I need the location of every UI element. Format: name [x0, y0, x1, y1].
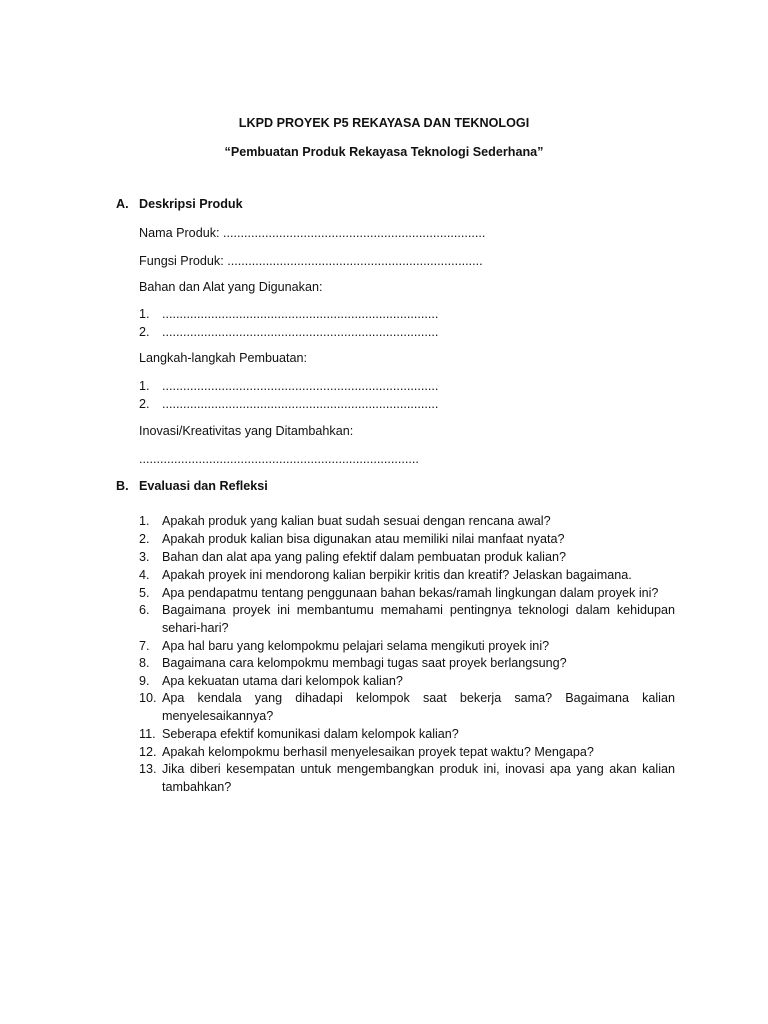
fungsi-produk-field: Fungsi Produk: ......................................................................... — [139, 254, 483, 268]
section-b-letter: B. — [116, 479, 129, 493]
question-item — [139, 602, 675, 638]
document-title: LKPD PROYEK P5 REKAYASA DAN TEKNOLOGI — [238, 116, 530, 130]
question-number: 5. — [139, 586, 150, 600]
question-text: Apakah kelompokmu berhasil menyelesaikan proyek tepat waktu? Mengapa? — [162, 745, 594, 759]
document-subtitle: “Pembuatan Produk Rekayasa Teknologi Sederhana” — [224, 145, 544, 159]
bahan-alat-label: Bahan dan Alat yang Digunakan: — [139, 280, 323, 294]
question-text: Bagaimana cara kelompokmu membagi tugas saat proyek berlangsung? — [162, 656, 567, 670]
question-text: Apa hal baru yang kelompokmu pelajari selama mengikuti proyek ini? — [162, 639, 550, 653]
inovasi-label: Inovasi/Kreativitas yang Ditambahkan: — [139, 424, 354, 438]
question-number: 6. — [139, 603, 150, 617]
list-blank-line: ............................................................................... — [162, 325, 439, 339]
list-blank-line: ............................................................................... — [162, 379, 439, 393]
list-number: 2. — [139, 397, 150, 411]
question-number: 8. — [139, 656, 150, 670]
list-number: 1. — [139, 307, 150, 321]
question-number: 10. — [139, 691, 157, 705]
question-text: Apakah produk yang kalian buat sudah sesuai dengan rencana awal? — [162, 514, 551, 528]
question-number: 2. — [139, 532, 150, 546]
question-item — [139, 726, 675, 744]
question-item — [139, 673, 675, 691]
question-item — [139, 744, 675, 762]
question-number: 11. — [139, 727, 156, 741]
langkah-label: Langkah-langkah Pembuatan: — [139, 351, 308, 365]
question-text: Bahan dan alat apa yang paling efektif dalam pembuatan produk kalian? — [162, 550, 566, 564]
question-item — [139, 531, 675, 549]
section-a-heading — [116, 197, 243, 211]
question-item — [139, 655, 675, 673]
list-number: 2. — [139, 325, 150, 339]
list-number: 1. — [139, 379, 150, 393]
question-text: Apa kendala yang dihadapi kelompok saat bekerja sama? Bagaimana kalian menyelesaikannya? — [162, 691, 675, 723]
question-number: 9. — [139, 674, 150, 688]
question-number: 13. — [139, 762, 157, 776]
question-item — [139, 549, 675, 567]
question-number: 4. — [139, 568, 150, 582]
question-text: Apakah produk kalian bisa digunakan atau memiliki nilai manfaat nyata? — [162, 532, 565, 546]
question-text: Apa pendapatmu tentang penggunaan bahan bekas/ramah lingkungan dalam proyek ini? — [162, 586, 659, 600]
question-text: Seberapa efektif komunikasi dalam kelompok kalian? — [162, 727, 459, 741]
list-blank-line: ............................................................................... — [162, 307, 439, 321]
question-text: Jika diberi kesempatan untuk mengembangkan produk ini, inovasi apa yang akan kalian tambahkan? — [162, 762, 675, 794]
nama-produk-field: Nama Produk: ........................................................................... — [139, 226, 486, 240]
question-item — [139, 513, 675, 531]
question-text: Bagaimana proyek ini membantumu memahami pentingnya teknologi dalam kehidupan sehari-hari? — [162, 603, 675, 635]
question-item — [139, 585, 675, 603]
question-number: 1. — [139, 514, 150, 528]
question-number: 3. — [139, 550, 150, 564]
question-item — [139, 761, 675, 797]
question-text: Apa kekuatan utama dari kelompok kalian? — [162, 674, 403, 688]
section-b-heading — [116, 479, 268, 493]
question-number: 12. — [139, 745, 157, 759]
section-a-letter: A. — [116, 197, 129, 211]
question-text: Apakah proyek ini mendorong kalian berpikir kritis dan kreatif? Jelaskan bagaimana. — [162, 568, 632, 582]
section-b-title: Evaluasi dan Refleksi — [139, 479, 268, 493]
list-blank-line: ............................................................................... — [162, 397, 439, 411]
question-item — [139, 690, 675, 726]
section-a-title: Deskripsi Produk — [139, 197, 243, 211]
question-item — [139, 638, 675, 656]
question-item — [139, 567, 675, 585]
question-number: 7. — [139, 639, 150, 653]
inovasi-blank-line: ................................................................................ — [139, 452, 419, 466]
